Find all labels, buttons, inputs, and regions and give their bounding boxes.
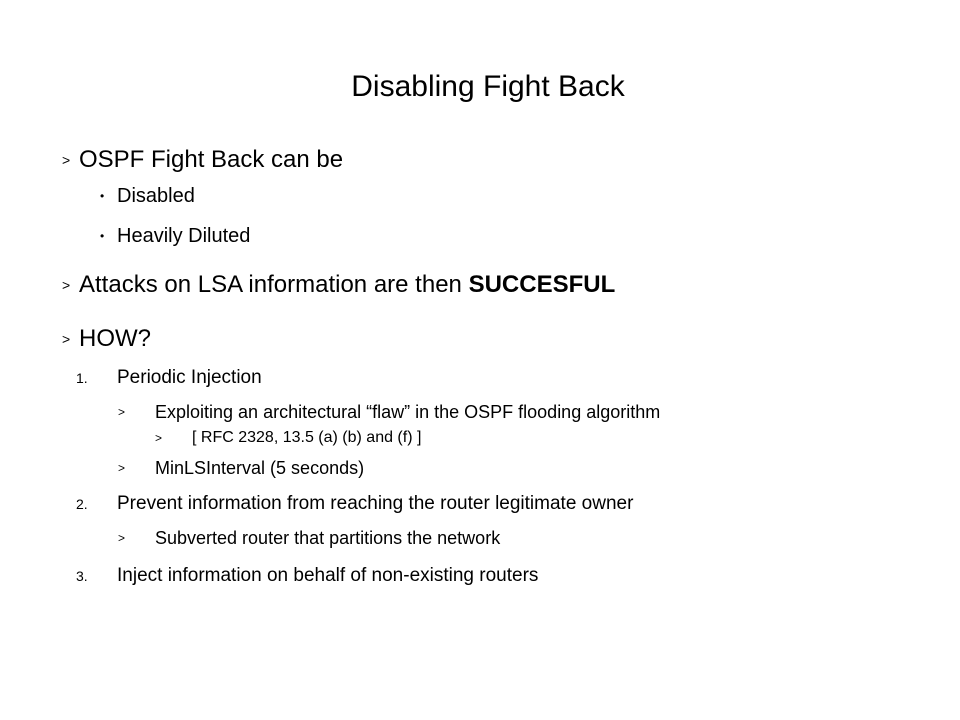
slide-title: Disabling Fight Back [351,70,625,103]
bullet-text: OSPF Fight Back can be [79,146,344,173]
arrow-bullet-icon: > [62,331,71,347]
sub-bullet-text: Heavily Diluted [117,225,251,247]
numbered-text: Inject information on behalf of non-existing routers [117,565,539,586]
dot-bullet-icon: • [100,189,105,203]
bullet-text: HOW? [79,325,151,352]
number-label: 2. [76,496,88,512]
arrow-bullet-icon: > [155,431,163,445]
detail-text: Subverted router that partitions the network [155,528,501,548]
arrow-bullet-icon: > [118,531,126,545]
bullet-text-emphasis: SUCCESFUL [468,271,616,298]
numbered-text: Prevent information from reaching the router legitimate owner [117,493,634,514]
sub-bullet-text: Disabled [117,185,195,207]
numbered-text: Periodic Injection [117,367,262,388]
arrow-bullet-icon: > [62,277,71,293]
bullet-text [79,270,615,300]
detail-text: MinLSInterval (5 seconds) [155,458,365,478]
detail-text: Exploiting an architectural “flaw” in the OSPF flooding algorithm [155,402,661,422]
arrow-bullet-icon: > [118,405,126,419]
detail-text: [ RFC 2328, 13.5 (a) (b) and (f) ] [192,429,422,446]
dot-bullet-icon: • [100,229,105,243]
number-label: 3. [76,568,88,584]
bullet-text-prefix: Attacks on LSA information are then [79,271,469,298]
number-label: 1. [76,370,88,386]
arrow-bullet-icon: > [118,461,126,475]
arrow-bullet-icon: > [62,152,71,168]
